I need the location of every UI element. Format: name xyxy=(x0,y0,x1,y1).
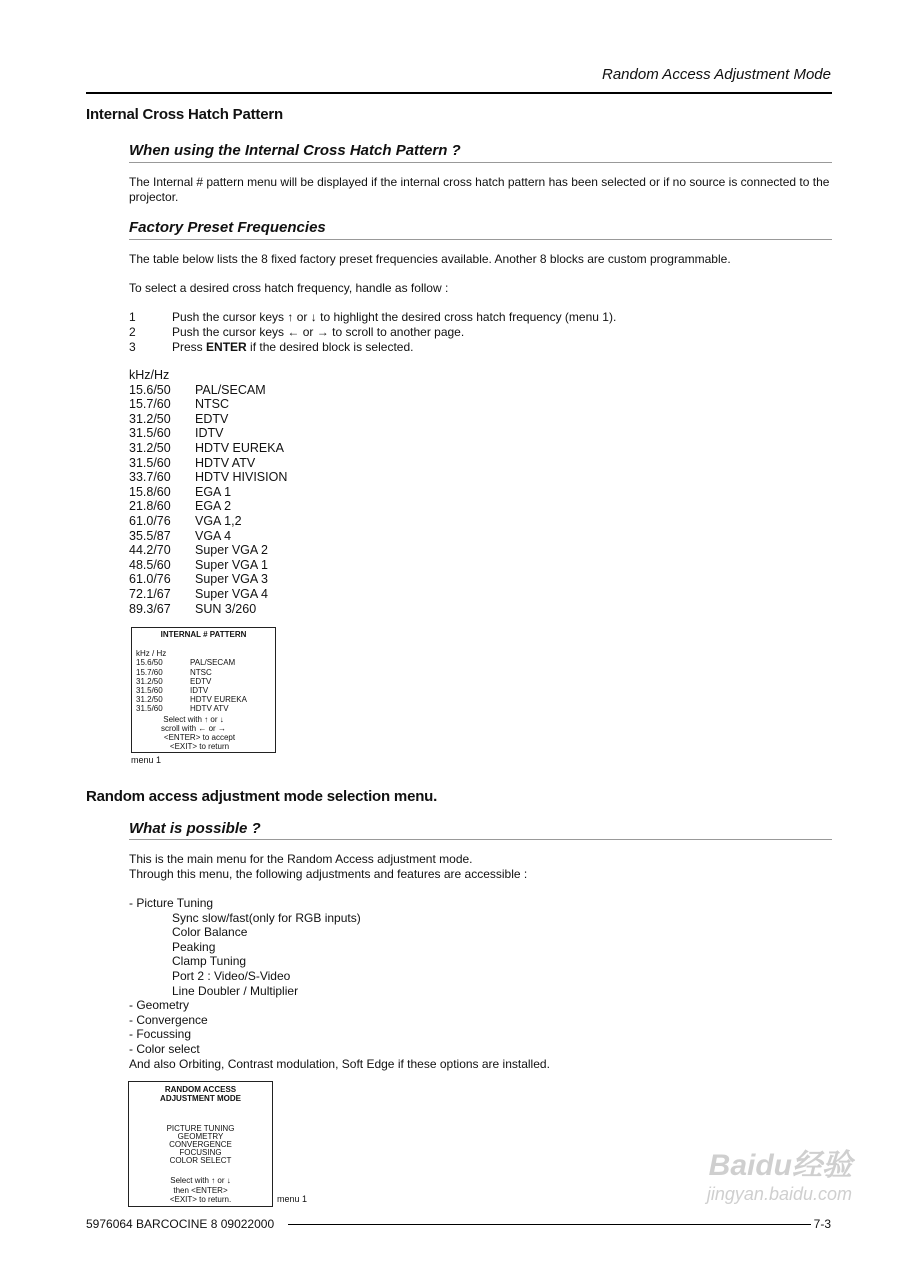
watermark-url: jingyan.baidu.com xyxy=(706,1184,852,1204)
section-heading-random-access: Random access adjustment mode selection menu. xyxy=(86,788,438,805)
watermark-brand: Baidu经验 xyxy=(708,1149,852,1182)
menu-item: CONVERGENCE xyxy=(169,1140,232,1149)
frequency-row xyxy=(129,412,349,427)
frequency-row xyxy=(129,572,349,587)
frequency-value: 31.5/60 xyxy=(136,685,163,695)
internal-pattern-menu xyxy=(131,627,276,753)
menu-title: INTERNAL # PATTERN xyxy=(160,630,247,639)
down-arrow-icon: ↓ xyxy=(219,714,224,724)
frequency-standard: HDTV ATV xyxy=(195,455,256,470)
frequency-standard: IDTV xyxy=(195,426,224,441)
frequency-row xyxy=(129,426,349,441)
paragraph-table-intro: The table below lists the 8 fixed factory preset frequencies available. Another 8 blocks are custom programmable. xyxy=(129,252,731,266)
frequency-row xyxy=(129,543,349,558)
frequency-value: 89.3/67 xyxy=(129,601,171,616)
subheading-rule xyxy=(129,239,832,240)
help-text: or xyxy=(217,1176,225,1186)
menu-title: ADJUSTMENT MODE xyxy=(160,1094,241,1104)
frequency-row xyxy=(129,587,349,602)
frequency-standard: EDTV xyxy=(190,676,212,686)
menu-item: PICTURE TUNING xyxy=(166,1124,235,1134)
step-item xyxy=(129,340,729,355)
menu-help-line: then <ENTER> xyxy=(173,1185,228,1195)
subheading-rule xyxy=(129,839,832,840)
section-heading-cross-hatch: Internal Cross Hatch Pattern xyxy=(86,106,283,123)
step-text: Push the cursor keys xyxy=(172,325,285,339)
up-arrow-icon: ↑ xyxy=(204,714,209,724)
help-text: Select with xyxy=(170,1176,209,1186)
frequency-standard: Super VGA 4 xyxy=(195,586,268,601)
frequency-standard: PAL/SECAM xyxy=(195,382,266,397)
step-text: to scroll to another page. xyxy=(332,325,465,339)
frequency-standard: HDTV HIVISION xyxy=(195,470,288,485)
feature-list-item: - Geometry xyxy=(129,998,190,1013)
down-arrow-icon: ↓ xyxy=(226,1176,231,1186)
feature-list-item: And also Orbiting, Contrast modulation, Soft Edge if these options are installed. xyxy=(129,1056,550,1071)
feature-list-item: - Convergence xyxy=(129,1012,208,1027)
menu-item: FOCUSING xyxy=(179,1147,222,1157)
step-text: or xyxy=(302,325,314,339)
frequency-value: 44.2/70 xyxy=(129,543,171,558)
step-text: to highlight the desired cross hatch frequency (menu 1). xyxy=(320,310,617,324)
frequency-row xyxy=(129,514,349,529)
footer-page-number: 7-3 xyxy=(813,1217,831,1231)
help-text: Select with xyxy=(163,714,202,724)
left-arrow-icon: ← xyxy=(287,325,300,339)
frequency-row xyxy=(129,397,349,412)
frequency-standard: PAL/SECAM xyxy=(190,658,236,668)
random-access-menu xyxy=(128,1081,273,1207)
frequency-row xyxy=(132,668,275,677)
frequency-standard: HDTV ATV xyxy=(190,704,229,714)
frequency-value: 15.7/60 xyxy=(136,667,163,677)
paragraph-through-menu: Through this menu, the following adjustments and features are accessible : xyxy=(129,867,528,881)
page-header-title: Random Access Adjustment Mode xyxy=(602,66,831,83)
frequency-standard: IDTV xyxy=(190,685,209,695)
frequency-table xyxy=(129,368,349,616)
paragraph-main-menu: This is the main menu for the Random Access adjustment mode. xyxy=(129,852,473,866)
menu-item: COLOR SELECT xyxy=(169,1155,232,1165)
frequency-row xyxy=(129,383,349,398)
right-arrow-icon: → xyxy=(316,325,329,339)
frequency-standard: HDTV EUREKA xyxy=(190,695,247,705)
menu-caption: menu 1 xyxy=(277,1194,308,1204)
feature-list-item: - Color select xyxy=(129,1041,200,1056)
step-text: Press xyxy=(172,340,203,354)
feature-list-item: Color Balance xyxy=(172,925,248,940)
frequency-standard: Super VGA 3 xyxy=(195,572,268,587)
enter-key-label: ENTER xyxy=(206,340,247,354)
help-text: or xyxy=(208,723,216,733)
step-text: Push the cursor keys xyxy=(172,310,285,324)
frequency-row xyxy=(129,485,349,500)
frequency-standard: SUN 3/260 xyxy=(195,601,257,616)
frequency-row xyxy=(132,695,275,704)
frequency-value: 15.7/60 xyxy=(129,397,171,412)
step-text: or xyxy=(296,310,308,324)
step-number: 2 xyxy=(129,325,136,339)
frequency-row xyxy=(129,499,349,514)
feature-list xyxy=(129,896,829,1071)
header-rule xyxy=(86,92,832,94)
frequency-value: 15.6/50 xyxy=(129,382,171,397)
menu-title: RANDOM ACCESS xyxy=(164,1085,237,1094)
frequency-standard: VGA 1,2 xyxy=(195,513,242,528)
frequency-value: 15.8/60 xyxy=(129,484,171,499)
step-item xyxy=(129,325,729,340)
subheading-rule xyxy=(129,162,832,163)
baidu-watermark xyxy=(707,1140,852,1205)
subheading-what-is-possible: What is possible ? xyxy=(129,820,261,837)
step-text: if the desired block is selected. xyxy=(250,340,414,354)
menu-caption: menu 1 xyxy=(131,755,162,765)
paragraph-when-using: The Internal # pattern menu will be displayed if the internal cross hatch pattern has been selected or if no source is connected to the projector. xyxy=(129,175,830,204)
feature-list-item: - Focussing xyxy=(129,1027,192,1042)
frequency-value: 31.2/50 xyxy=(129,440,171,455)
frequency-value: 61.0/76 xyxy=(129,513,171,528)
menu-help-line: <EXIT> to return xyxy=(169,742,230,752)
menu-help-line xyxy=(122,724,265,733)
frequency-row xyxy=(129,529,349,544)
menu-help-line xyxy=(122,715,265,724)
feature-list-item: Port 2 : Video/S-Video xyxy=(172,968,291,983)
frequency-row xyxy=(132,704,275,713)
frequency-row xyxy=(132,677,275,686)
frequency-row xyxy=(129,441,349,456)
frequency-header xyxy=(129,368,349,383)
frequency-value: 21.8/60 xyxy=(129,499,171,514)
frequency-value: 15.6/50 xyxy=(136,658,163,668)
frequency-standard: Super VGA 2 xyxy=(195,543,268,558)
frequency-row xyxy=(132,658,275,667)
frequency-standard: VGA 4 xyxy=(195,528,232,543)
up-arrow-icon: ↑ xyxy=(211,1176,216,1186)
feature-list-item: - Picture Tuning xyxy=(129,896,214,910)
frequency-standard: EDTV xyxy=(195,411,229,426)
steps-list xyxy=(129,310,729,355)
step-item xyxy=(129,310,729,325)
footer-rule xyxy=(288,1224,811,1225)
paragraph-select-instructions: To select a desired cross hatch frequency, handle as follow : xyxy=(129,281,449,295)
menu-header-row xyxy=(132,649,275,658)
subheading-factory-preset: Factory Preset Frequencies xyxy=(129,219,326,236)
frequency-standard: Super VGA 1 xyxy=(195,557,268,572)
frequency-value: 35.5/87 xyxy=(129,528,171,543)
menu-header: kHz / Hz xyxy=(136,649,167,659)
frequency-row xyxy=(129,456,349,471)
frequency-value: 31.2/50 xyxy=(136,676,163,686)
help-text: scroll with xyxy=(161,723,197,733)
frequency-value: 31.5/60 xyxy=(136,704,163,714)
feature-list-item: Line Doubler / Multiplier xyxy=(172,983,299,998)
frequency-row xyxy=(132,686,275,695)
frequency-standard: NTSC xyxy=(195,397,230,412)
step-number: 3 xyxy=(129,340,136,354)
frequency-value: 31.5/60 xyxy=(129,426,171,441)
frequency-header-label: kHz/Hz xyxy=(129,368,170,382)
menu-item: GEOMETRY xyxy=(177,1132,224,1142)
right-arrow-icon: → xyxy=(217,723,226,733)
frequency-value: 72.1/67 xyxy=(129,586,171,601)
feature-list-item: Clamp Tuning xyxy=(172,954,247,969)
frequency-row xyxy=(129,470,349,485)
up-arrow-icon: ↑ xyxy=(287,310,294,324)
subheading-when-using: When using the Internal Cross Hatch Pattern ? xyxy=(129,142,461,159)
frequency-standard: EGA 2 xyxy=(195,499,232,514)
frequency-row xyxy=(129,602,349,617)
frequency-row xyxy=(129,558,349,573)
step-number: 1 xyxy=(129,310,136,324)
frequency-standard: EGA 1 xyxy=(195,484,232,499)
feature-list-item: Sync slow/fast(only for RGB inputs) xyxy=(172,910,361,925)
feature-list-item: Peaking xyxy=(172,939,216,954)
menu-help-line: <EXIT> to return. xyxy=(169,1194,232,1204)
frequency-value: 31.5/60 xyxy=(129,455,171,470)
footer-doc-id: 5976064 BARCOCINE 8 09022000 xyxy=(86,1217,275,1231)
frequency-standard: HDTV EUREKA xyxy=(195,440,284,455)
frequency-value: 33.7/60 xyxy=(129,470,171,485)
frequency-standard: NTSC xyxy=(190,667,212,677)
frequency-value: 48.5/60 xyxy=(129,557,171,572)
frequency-value: 31.2/50 xyxy=(129,411,171,426)
down-arrow-icon: ↓ xyxy=(310,310,317,324)
left-arrow-icon: ← xyxy=(198,723,207,733)
help-text: or xyxy=(210,714,218,724)
menu-help-line xyxy=(129,1176,272,1185)
frequency-value: 61.0/76 xyxy=(129,572,171,587)
frequency-value: 31.2/50 xyxy=(136,695,163,705)
menu-help-line: <ENTER> to accept xyxy=(163,732,236,742)
